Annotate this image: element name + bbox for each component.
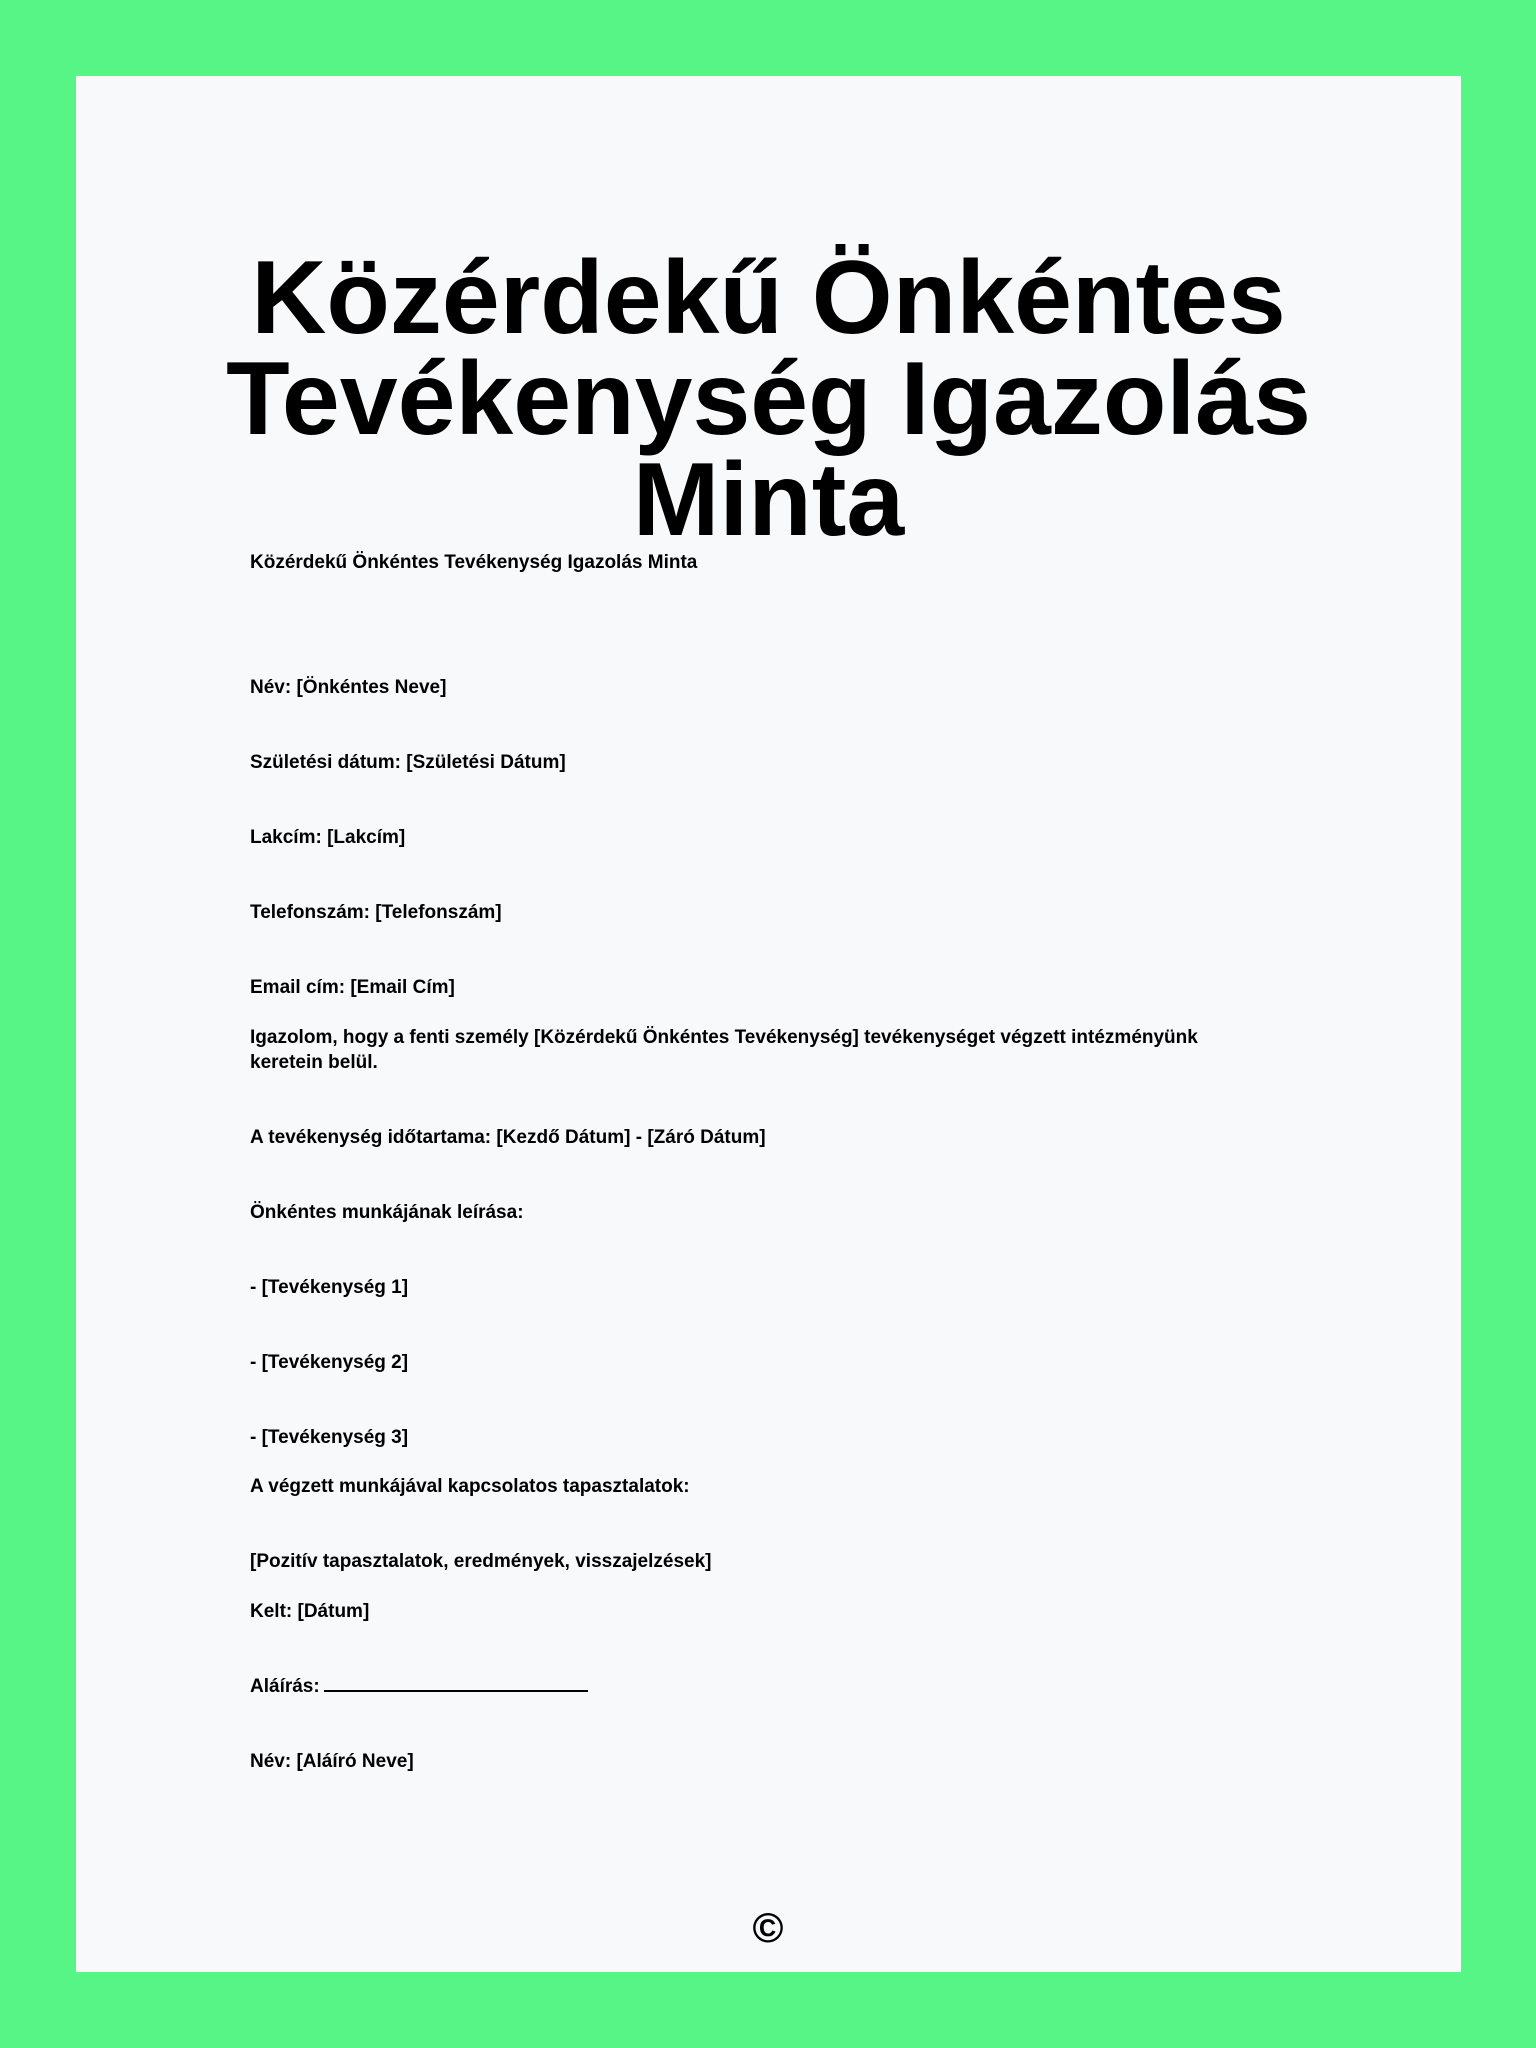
activity-item: - [Tevékenység 1]: [250, 1277, 409, 1298]
document-title: Közérdekű Önkéntes Tevékenység Igazolás Minta: [226, 240, 1311, 558]
document-subtitle: Közérdekű Önkéntes Tevékenység Igazolás Minta: [250, 552, 698, 573]
work-description-label: Önkéntes munkájának leírása:: [250, 1202, 524, 1223]
field-address: Lakcím: [Lakcím]: [250, 827, 406, 848]
signature-line: [324, 1688, 588, 1692]
signature-row: [250, 1674, 588, 1699]
field-birth-date: Születési dátum: [Születési Dátum]: [250, 752, 566, 773]
activity-item: - [Tevékenység 2]: [250, 1352, 409, 1373]
certification-text: Igazolom, hogy a fenti személy [Közérdekű Önkéntes Tevékenység] tevékenységet végzett intézményünk keretein belül.: [250, 1027, 1198, 1073]
document-page: [76, 76, 1461, 1972]
field-name: Név: [Önkéntes Neve]: [250, 677, 447, 698]
copyright-icon: ©: [752, 1904, 784, 1951]
signer-name: Név: [Aláíró Neve]: [250, 1751, 414, 1772]
field-email: Email cím: [Email Cím]: [250, 977, 455, 998]
date-line: Kelt: [Dátum]: [250, 1601, 370, 1622]
experience-label: A végzett munkájával kapcsolatos tapasztalatok:: [250, 1476, 690, 1497]
experience-text: [Pozitív tapasztalatok, eredmények, visszajelzések]: [250, 1551, 712, 1572]
activity-item: - [Tevékenység 3]: [250, 1427, 409, 1448]
signature-label: Aláírás:: [250, 1676, 320, 1697]
activity-duration: A tevékenység időtartama: [Kezdő Dátum] - [Záró Dátum]: [250, 1127, 766, 1148]
field-phone: Telefonszám: [Telefonszám]: [250, 902, 502, 923]
